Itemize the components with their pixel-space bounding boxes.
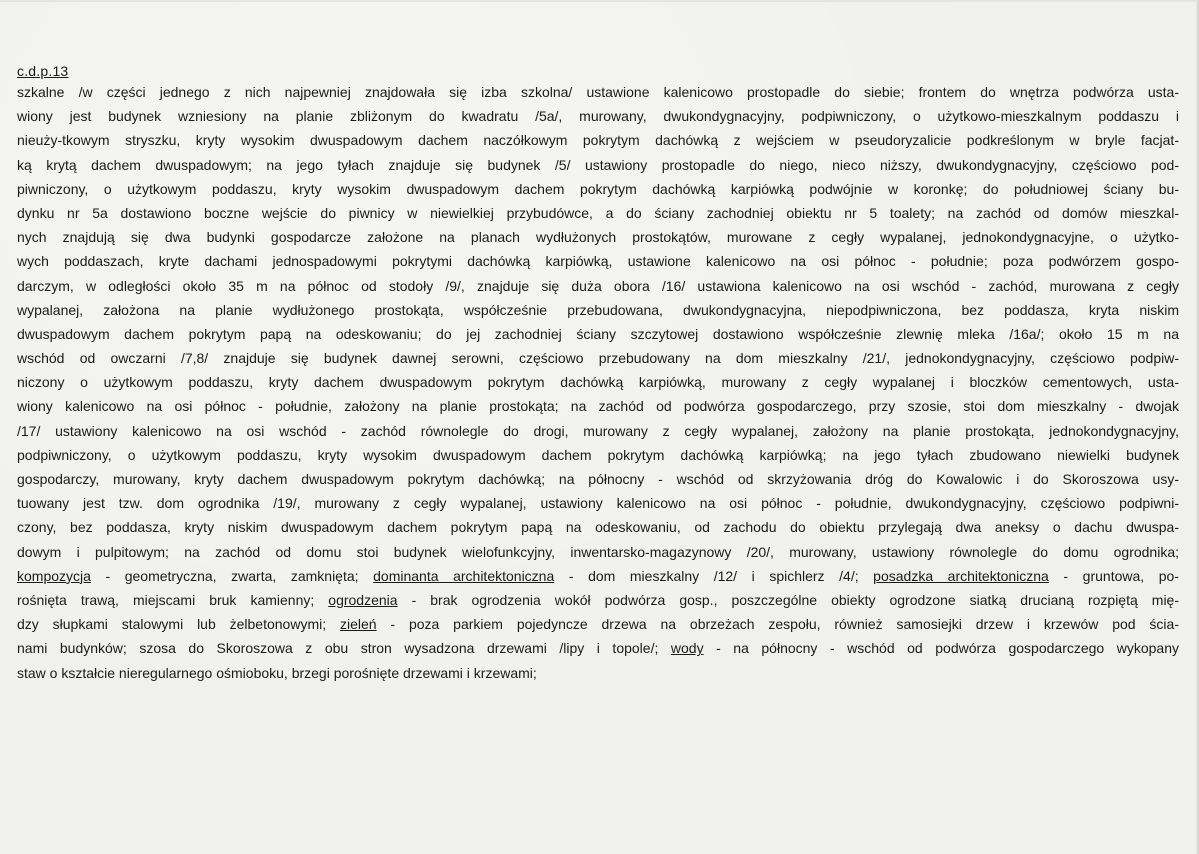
text-line (17, 322, 1179, 346)
text-line (17, 661, 1179, 685)
text-segment: dwuspadowym dachem pokrytym papą na odeskowaniu; do jej zachodniej ściany szczytowej dostawiono współcześnie zlewnię mleka /16a/; około 15 m na (17, 325, 1179, 342)
text-line (17, 177, 1179, 201)
section-term: wody (670, 640, 704, 657)
text-segment: staw o kształcie nieregularnego ośmioboku, brzegi porośnięte drzewami i krzewami; (17, 664, 537, 681)
text-line (17, 298, 1179, 322)
text-segment: - gruntowa, po- (1048, 567, 1179, 584)
text-segment: wych poddaszach, kryte dachami jednospadowymi pokrytymi dachówką karpiówką, ustawione kalenicowo na osi północ - południe; poza podwórzem gospo- (17, 253, 1179, 270)
section-term: posadzka architektoniczna (873, 567, 1049, 584)
text-segment: dzy słupkami stalowymi lub żelbetonowymi; (17, 616, 340, 633)
text-segment: rośnięta trawą, miejscami bruk kamienny; (17, 591, 329, 608)
text-segment: - poza parkiem pojedyncze drzewa na obrzeżach zespołu, również samosiejki drzew i krzewów pod ścia- (376, 616, 1179, 633)
text-segment: - na północny - wschód od podwórza gospodarczego wykopany (703, 640, 1179, 657)
text-segment: nych znajdują się dwa budynki gospodarcze założone na planach wydłużonych prostokątów, murowane z cegły wypalanej, jednokondygnacyjne, o użytko- (17, 229, 1179, 246)
text-line (17, 274, 1179, 298)
text-segment: /17/ ustawiony kalenicowo na osi wschód - zachód równolegle do drogi, murowany z cegły wypalanej, założony na planie prostokąta, jednokondygnacyjny, (17, 422, 1179, 439)
text-segment: tuowany jest tzw. dom ogrodnika /19/, murowany z cegły wypalanej, ustawiony kalenicowo na osi północ - południe, dwukondygnacyjny, częściowo podpiwni- (17, 495, 1179, 512)
text-line (17, 419, 1179, 443)
section-term: dominanta architektoniczna (373, 567, 555, 584)
text-line (17, 370, 1179, 394)
page-header: c.d.p.13 (17, 63, 69, 79)
text-line (17, 564, 1179, 588)
text-segment: szkalne /w części jednego z nich najpewniej znajdowała się izba szkolna/ ustawione kalenicowo prostopadle do siebie; frontem do wnętrza podwórza usta- (17, 84, 1179, 100)
text-segment: wypalanej, założona na planie wydłużonego prostokąta, współcześnie przebudowana, dwukondygnacyjna, niepodpiwniczona, bez poddasza, kryta niskim (17, 301, 1179, 318)
text-line (17, 515, 1179, 539)
text-segment: nami budynków; szosa do Skoroszowa z obu stron wysadzona drzewami /lipy i topole/; (17, 640, 671, 657)
body-text (17, 80, 1179, 685)
section-term: ogrodzenia (328, 591, 398, 608)
text-line (17, 225, 1179, 249)
text-line (17, 588, 1179, 612)
text-line (17, 636, 1179, 660)
text-line (17, 346, 1179, 370)
text-segment: dynku nr 5a dostawiono boczne wejście do piwnicy w niewielkiej przybudówce, a do ściany zachodniej obiektu nr 5 toalety; na zachód od domów mieszkal- (17, 204, 1179, 221)
text-line (17, 128, 1179, 152)
text-segment: wiony jest budynek wzniesiony na planie zbliżonym do kwadratu /5a/, murowany, dwukondygnacyjny, podpiwniczony, o użytkowo-mieszkalnym poddaszu i (17, 108, 1179, 125)
text-segment: gospodarczy, murowany, kryty dachem dwuspadowym pokrytym dachówką; na północny - wschód od skrzyżowania dróg do Kowalowic i do Skoroszowa usy- (17, 471, 1179, 487)
text-segment: dowym i pulpitowym; na zachód od domu stoi budynek wielofunkcyjny, inwentarsko-magazynowy /20/, murowany, ustawiony równolegle do domu ogrodnika; (17, 543, 1179, 560)
text-line (17, 467, 1179, 491)
text-segment: - geometryczna, zwarta, zamknięta; (90, 567, 374, 584)
text-segment: podpiwniczony, o użytkowym poddaszu, kryty wysokim dwuspadowym dachem pokrytym dachówką karpiówką; na jego tyłach zbudowano niewielki budynek (17, 446, 1179, 463)
text-segment: ką krytą dachem dwuspadowym; na jego tyłach znajduje się budynek /5/ ustawiony prostopadle do niego, nieco niższy, dwukondygnacyjny, częściowo pod- (17, 156, 1179, 173)
text-segment: niczony o użytkowym poddaszu, kryty dachem dwuspadowym pokrytym dachówką karpiówką, murowany z cegły wypalanej i bloczków cementowych, usta- (17, 374, 1179, 391)
text-line (17, 201, 1179, 225)
text-line (17, 153, 1179, 177)
text-segment: nieuży-tkowym stryszku, kryty wysokim dwuspadowym dachem naczółkowym pokrytym dachówką z wejściem w pseudoryzalicie podkreślonym w bryle facjat- (17, 132, 1179, 149)
text-line (17, 80, 1179, 104)
text-line (17, 104, 1179, 128)
text-line (17, 394, 1179, 418)
text-line (17, 491, 1179, 515)
text-segment: czony, bez poddasza, kryty niskim dwuspadowym dachem pokrytym papą na odeskowaniu, od zachodu do obiektu przylegają dwa aneksy o dachu dwuspa- (17, 519, 1179, 536)
text-segment: darczym, w odległości około 35 m na północ od stodoły /9/, znajduje się duża obora /16/ ustawiona kalenicowo na osi wschód - zachód, murowana z cegły (17, 277, 1179, 294)
text-segment: wschód od owczarni /7,8/ znajduje się budynek dawnej serowni, częściowo przebudowany na dom mieszkalny /21/, jednokondygnacyjny, częściowo podpiw- (17, 350, 1179, 367)
section-term: kompozycja (17, 567, 91, 584)
text-line (17, 540, 1179, 564)
text-line (17, 249, 1179, 273)
page-edge-top (0, 0, 1199, 2)
text-segment: piwniczony, o użytkowym poddaszu, kryty wysokim dwuspadowym dachem pokrytym dachówką karpiówką podwójnie w koronkę; do południowej ściany bu- (17, 180, 1179, 197)
text-line (17, 443, 1179, 467)
text-segment: - dom mieszkalny /12/ i spichlerz /4/; (554, 567, 874, 584)
section-term: zieleń (339, 616, 377, 633)
text-segment: - brak ogrodzenia wokół podwórza gosp., poszczególne obiekty ogrodzone siatką drucianą rozpiętą mię- (397, 591, 1179, 608)
text-line (17, 612, 1179, 636)
text-segment: wiony kalenicowo na osi północ - południe, założony na planie prostokąta; na zachód od podwórza gospodarczego, przy szosie, stoi dom mieszkalny - dwojak (17, 398, 1179, 415)
